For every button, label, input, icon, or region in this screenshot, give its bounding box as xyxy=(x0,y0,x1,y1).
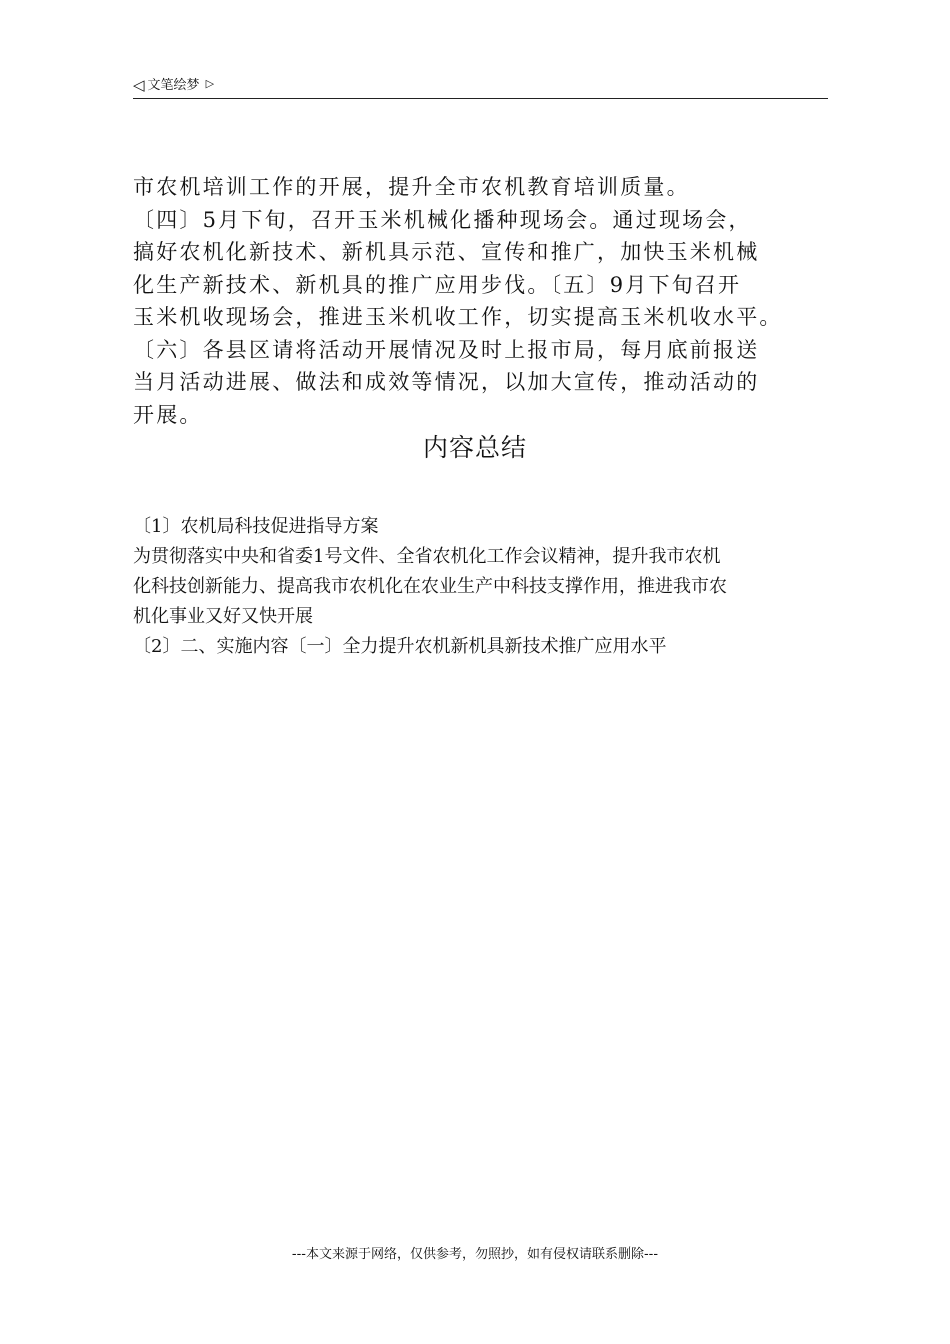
body-line: 玉米机收现场会，推进玉米机收工作，切实提高玉米机收水平。 xyxy=(133,305,783,329)
body-text xyxy=(133,171,853,431)
summary-line: 〔2〕二、实施内容〔一〕全力提升农机新机具新技术推广应用水平 xyxy=(133,636,667,657)
summary-line: 机化事业又好又快开展 xyxy=(133,606,313,627)
summary-section xyxy=(133,512,833,662)
page-header xyxy=(133,74,828,99)
body-line: 〔四〕5月下旬，召开玉米机械化播种现场会。通过现场会， xyxy=(133,207,752,232)
summary-line: 〔1〕农机局科技促进指导方案 xyxy=(133,516,379,537)
page-footer: ---本文来源于网络，仅供参考，勿照抄，如有侵权请联系删除--- xyxy=(291,1247,659,1262)
summary-line: 为贯彻落实中央和省委1号文件、全省农机化工作会议精神，提升我市农机 xyxy=(133,546,721,567)
body-line: 开展。 xyxy=(133,402,203,427)
header-title-group xyxy=(133,76,214,94)
triangle-right-icon: ▷ xyxy=(205,77,215,90)
body-line: 市农机培训工作的开展，提升全市农机教育培训质量。 xyxy=(133,175,690,199)
body-line: 〔六〕各县区请将活动开展情况及时上报市局，每月底前报送 xyxy=(133,337,760,362)
body-line: 当月活动进展、做法和成效等情况，以加大宣传，推动活动的 xyxy=(133,370,760,394)
header-title: 文笔绘梦 xyxy=(147,78,200,93)
body-line: 搞好农机化新技术、新机具示范、宣传和推广，加快玉米机械 xyxy=(133,240,760,264)
triangle-left-icon: ◁ xyxy=(133,76,145,94)
summary-line: 化科技创新能力、提高我市农机化在农业生产中科技支撑作用，推进我市农 xyxy=(133,576,727,597)
body-line: 化生产新技术、新机具的推广应用步伐。〔五〕9月下旬召开 xyxy=(133,272,742,297)
summary-title: 内容总结 xyxy=(422,433,527,462)
